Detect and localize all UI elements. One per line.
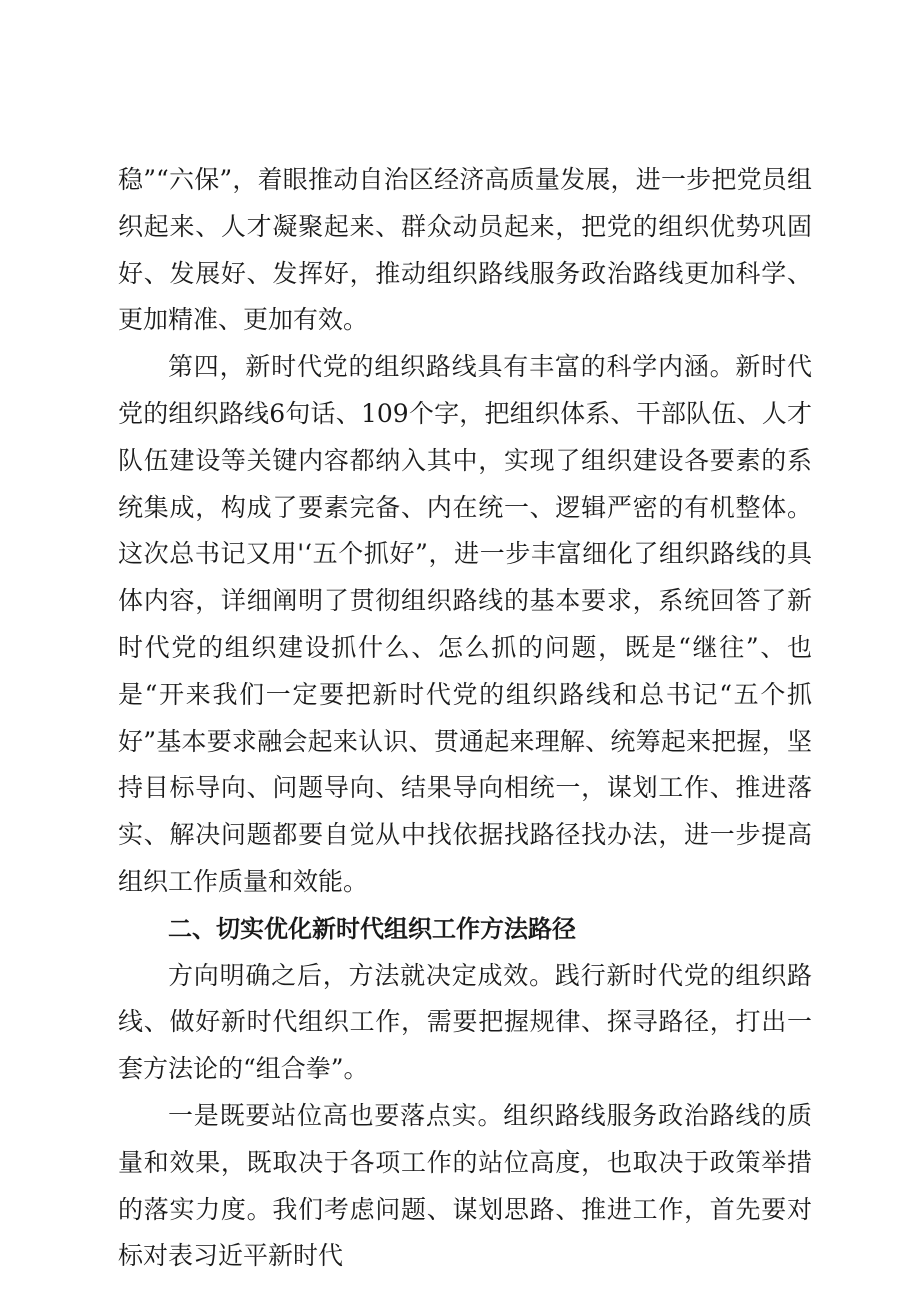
paragraph-method-intro: 方向明确之后，方法就决定成效。践行新时代党的组织路线、做好新时代组织工作，需要把握规律、探寻路径，打出一套方法论的“组合拳”。 — [118, 960, 812, 1084]
paragraph-point-one: 一是既要站位高也要落点实。组织路线服务政治路线的质量和效果，既取决于各项工作的站位高度，也取决于政策举措的落实力度。我们考虑问题、谋划思路、推进工作，首先要对标对表习近平新时代 — [118, 1100, 812, 1271]
paragraph-point-four: 第四，新时代党的组织路线具有丰富的科学内涵。新时代党的组织路线6句话、109个字，把组织体系、干部队伍、人才队伍建设等关键内容都纳入其中，实现了组织建设各要素的系统集成，构成了要素完备、内在统一、逻辑严密的有机整体。这次总书记又用'‘五个抓好”，进一步丰富细化了组织路线的具体内容，详细阐明了贯彻组织路线的基本要求，系统回答了新时代党的组织建设抓什么、怎么抓的问题，既是“继往”、也是“开来我们一定要把新时代党的组织路线和总书记“五个抓好”基本要求融会起来认识、贯通起来理解、统筹起来把握，坚持目标导向、问题导向、结果导向相统一，谋划工作、推进落实、解决问题都要自觉从中找依据找路径找办法，进一步提高组织工作质量和效能。 — [118, 352, 812, 896]
section-heading: 二、切实优化新时代组织工作方法路径 — [168, 914, 576, 943]
document-body — [118, 157, 812, 1280]
paragraph-continued: 稳”“六保”，着眼推动自治区经济高质量发展，进一步把党员组织起来、人才凝聚起来、群众动员起来，把党的组织优势巩固好、发展好、发挥好，推动组织路线服务政治路线更加科学、更加精准、更加有效。 — [118, 165, 812, 335]
